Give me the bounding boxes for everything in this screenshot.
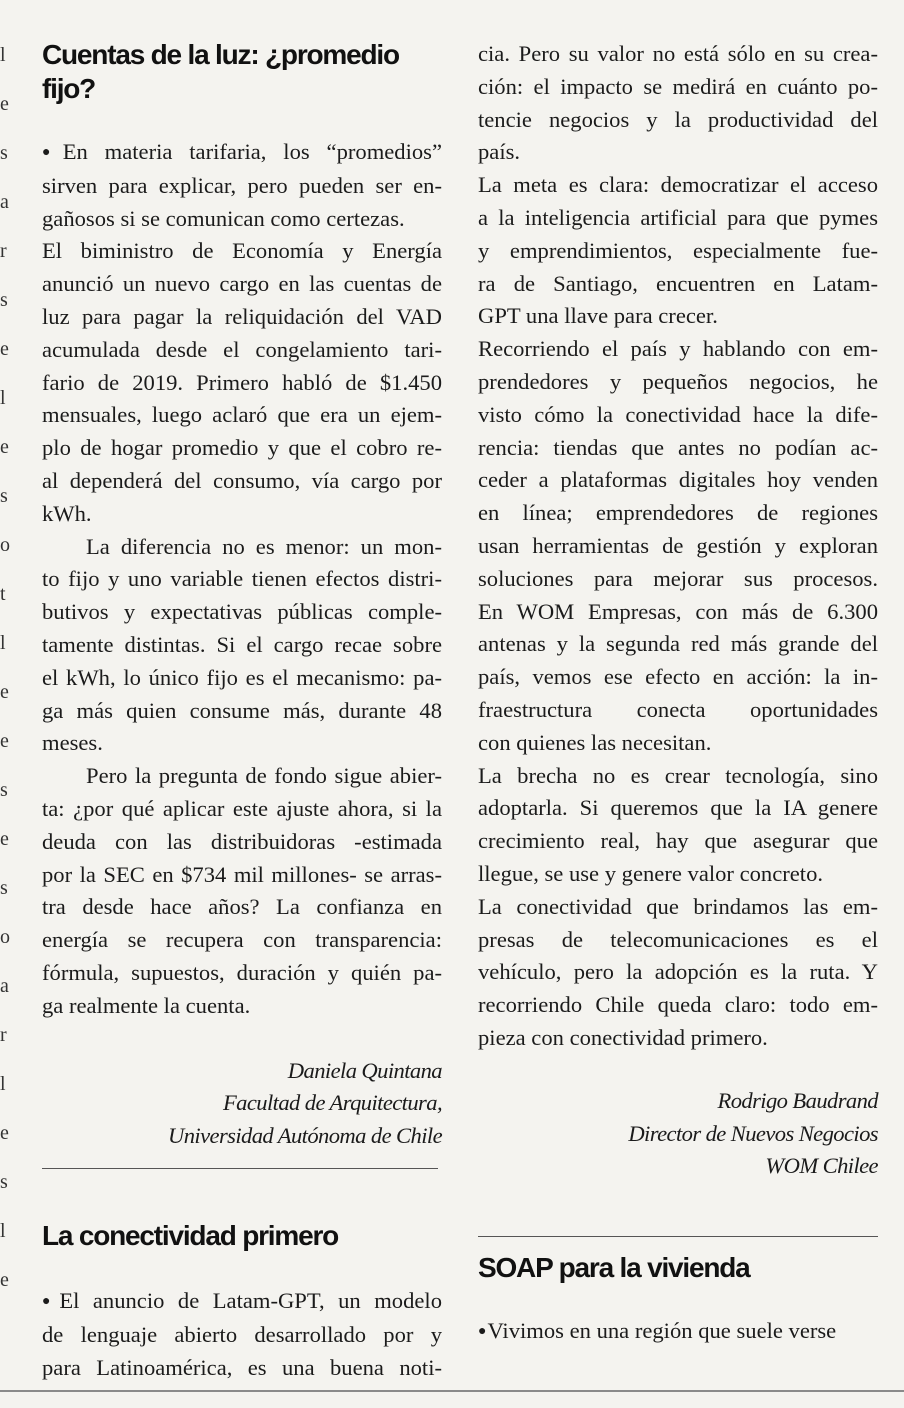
text-line: mensuales, luego aclaró que era un ejem- [42,402,442,428]
text-line: gañosos si se comunican como certezas. [42,205,405,231]
text-line: La meta es clara: democratizar el acceso [478,172,878,198]
cropped-letter: e [0,338,9,360]
cropped-letter: l [0,387,6,409]
cropped-previous-column [0,0,14,1408]
text-line: En WOM Empresas, con más de 6.300 [478,598,878,624]
right-column [478,38,878,1349]
cropped-letter: e [0,1269,9,1291]
author-name-2: Rodrigo Baudrand [717,1087,878,1113]
text-line: soluciones para mejorar sus procesos. [478,565,878,591]
article-body-cuentas-luz [42,136,442,1023]
text-line: sirven para explicar, pero pueden ser en- [42,172,442,198]
text-line: El biministro de Economía y Energía [42,238,442,264]
text-line: vehículo, pero la adopción es la ruta. Y [478,959,878,985]
text-line: recorriendo Chile queda claro: todo em- [478,992,878,1018]
cropped-letter: s [0,142,8,164]
text-line: ● En materia tarifaria, los “promedios” [42,136,442,170]
text-line: visto cómo la conectividad hace la dife- [478,401,878,427]
article-body-soap-start [478,1315,878,1349]
cropped-letter: l [0,44,6,66]
cropped-letter: o [0,926,10,948]
text-line: kWh. [42,500,92,526]
author-company-2: WOM Chilee [765,1153,878,1179]
cropped-letter: s [0,877,8,899]
text-line: tencie negocios y la productividad del [478,106,878,132]
cropped-letter: a [0,191,9,213]
cropped-letter: e [0,730,9,752]
cropped-letter: l [0,1220,6,1242]
text-line: el kWh, lo único fijo es el mecanismo: pa- [42,664,442,690]
text-line: país. [478,139,521,165]
headline-conectividad: La conectividad primero [42,1219,339,1251]
text-line: en línea; emprendedores de regiones [478,500,878,526]
author-affiliation-1: Facultad de Arquitectura, [222,1090,442,1116]
text-line: por la SEC en $734 mil millones- se arras- [42,861,442,887]
text-line: crecimiento real, hay que asegurar que [478,828,878,854]
headline-cuentas-luz: Cuentas de la luz: ¿promedio fijo? [42,39,399,104]
text-line: tra desde hace años? La confianza en [42,894,442,920]
text-line: para Latinoamérica, es una buena noti- [42,1354,442,1380]
divider-right [478,1236,878,1237]
page-bottom-rule [0,1390,904,1392]
text-line: ga más quien consume más, durante 48 [42,697,442,723]
cropped-letter: o [0,534,10,556]
article-body-conectividad-start [42,1285,442,1384]
text-line: plo de hogar promedio y que el cobro re- [42,435,442,461]
text-line: de lenguaje abierto desarrollado por y [42,1321,442,1347]
text-line: La conectividad que brindamos las em- [478,893,878,919]
headline-soap-vivienda: SOAP para la vivienda [478,1252,750,1284]
text-line: fórmula, supuestos, duración y quién pa- [42,959,442,985]
divider-left [42,1168,438,1169]
text-line: y emprendimientos, especialmente fue- [478,237,878,263]
text-line: ción: el impacto se medirá en cuánto po- [478,73,878,99]
text-line: prendedores y pequeños negocios, he [478,368,878,394]
cropped-letter: r [0,1024,7,1046]
author-affiliation-2: Universidad Autónoma de Chile [168,1123,442,1149]
author-name: Daniela Quintana [287,1057,442,1083]
text-line: adoptarla. Si queremos que la IA genere [478,795,878,821]
cropped-letter: e [0,681,9,703]
text-line: cia. Pero su valor no está sólo en su crea- [478,41,878,66]
text-line: La diferencia no es menor: un mon- [86,533,442,559]
text-line: antenas y la segunda red más grande del [478,631,878,657]
text-line: a la inteligencia artificial para que pymes [478,204,878,230]
text-line: butivos y expectativas públicas comple- [42,599,442,625]
text-line: ta: ¿por qué aplicar este ajuste ahora, si la [42,795,442,821]
text-line: energía se recupera con transparencia: [42,927,442,953]
text-line: ● Vivimos en una región que suele verse [478,1315,878,1349]
cropped-letter: t [0,583,6,605]
text-line: país, vemos ese efecto en acción: la in- [478,664,878,690]
text-line: rencia: tiendas que antes no podían ac- [478,434,878,460]
text-line: fario de 2019. Primero habló de $1.450 [42,369,442,395]
text-line: ga realmente la cuenta. [42,992,251,1018]
text-line: pieza con conectividad primero. [478,1024,768,1050]
text-line: tamente distintas. Si el cargo recae sobre [42,631,442,657]
cropped-letter: s [0,485,8,507]
cropped-letter: e [0,1122,9,1144]
text-line: Recorriendo el país y hablando con em- [478,336,878,362]
cropped-letter: l [0,632,6,654]
text-line: con quienes las necesitan. [478,729,712,755]
cropped-letter: s [0,1171,8,1193]
text-line: anunció un nuevo cargo en las cuentas de [42,271,442,297]
cropped-letter: e [0,93,9,115]
text-line: fraestructura conecta oportunidades [478,696,878,722]
text-line: La brecha no es crear tecnología, sino [478,762,878,788]
text-line: ● El anuncio de Latam-GPT, un modelo [42,1285,442,1319]
text-line: Pero la pregunta de fondo sigue abier- [86,763,442,789]
text-line: ra de Santiago, encuentren en Latam- [478,270,878,296]
article-body-conectividad-cont [478,38,878,1055]
cropped-letter: a [0,975,9,997]
text-line: meses. [42,730,103,756]
cropped-letter: l [0,1073,6,1095]
text-line: deuda con las distribuidoras -estimada [42,828,442,854]
text-line: acumulada desde el congelamiento tari- [42,336,442,362]
text-line: al dependerá del consumo, vía cargo por [42,467,442,493]
cropped-letter: e [0,828,9,850]
cropped-letter: e [0,436,9,458]
cropped-letter: s [0,289,8,311]
text-line: usan herramientas de gestión y exploran [478,532,878,558]
text-line: presas de telecomunicaciones es el [478,926,878,952]
cropped-letter: r [0,240,7,262]
author-role-2: Director de Nuevos Negocios [628,1120,878,1146]
left-column [42,38,442,1384]
text-line: llegue, se use y genere valor concreto. [478,860,824,886]
text-line: GPT una llave para crecer. [478,303,718,329]
text-line: ceder a plataformas digitales hoy venden [478,467,878,493]
text-line: luz para pagar la reliquidación del VAD [42,303,442,329]
cropped-letter: s [0,779,8,801]
text-line: to fijo y uno variable tienen efectos distri- [42,566,442,592]
